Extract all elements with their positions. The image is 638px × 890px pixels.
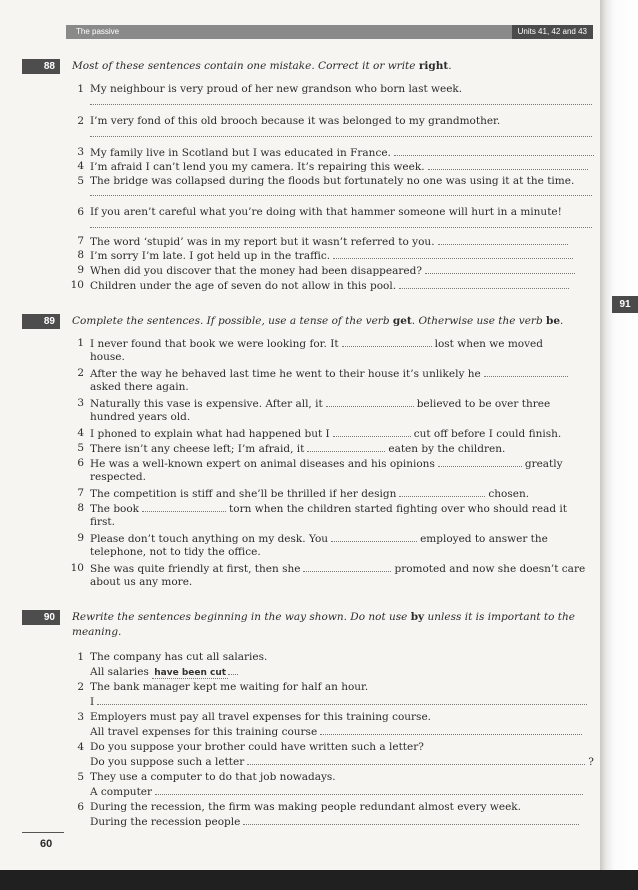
answer-blank[interactable] [228,664,238,675]
sentence-continuation: first. [90,516,115,528]
answer-blank[interactable] [438,234,568,245]
rewrite-line: All travel expenses for this training course [90,724,592,739]
answer-line[interactable] [90,135,592,137]
item-number: 3 [77,397,84,409]
item-number: 9 [77,264,84,276]
gap-blank[interactable] [333,426,411,437]
sentence-line: She was quite friendly at first, then she promoted and now she doesn’t care [90,563,586,575]
gap-blank[interactable] [142,501,226,512]
item-number: 6 [77,801,84,813]
answer-blank[interactable] [333,248,573,259]
answer-blank[interactable] [247,754,585,765]
sentence-text: When did you discover that the money had been disappeared? [90,265,422,277]
item-number: 1 [77,651,84,663]
item-number: 6 [77,206,84,218]
sentence-line: He was a well-known expert on animal diseases and his opinions greatly [90,458,563,470]
sentence-line: The competition is stiff and she’ll be thrilled if her design chosen. [90,488,530,500]
bottom-bar [0,870,638,890]
header-units: Units 41, 42 and 43 [512,25,593,39]
item-number: 2 [77,681,84,693]
gap-blank[interactable] [326,396,414,407]
side-tab-exercise-number: 91 [612,296,638,313]
sentence-line: Please don’t touch anything on my desk. You employed to answer the [90,533,548,545]
header-section-title: The passive [76,27,120,36]
answer-blank[interactable] [155,784,583,795]
answer-line[interactable] [90,226,592,228]
gap-blank[interactable] [303,561,391,572]
exercise-number-89: 89 [22,314,60,329]
sentence-text: The word ‘stupid’ was in my report but it wasn’t referred to you. [90,236,435,248]
exercise-90-instruction: Rewrite the sentences beginning in the way shown. Do not use by unless it is important to the meaning. [72,611,575,638]
source-sentence: During the recession, the firm was making people redundant almost every week. [90,801,521,813]
rewrite-line: Do you suppose such a letter ? [90,756,594,768]
source-sentence: The bank manager kept me waiting for half an hour. [90,681,369,693]
answer-blank[interactable] [425,263,575,274]
sentence-line [90,248,592,263]
answer-line[interactable] [90,103,592,105]
item-number: 10 [70,279,84,291]
item-number: 1 [77,83,84,95]
item-number: 2 [77,115,84,127]
answer-blank[interactable] [320,724,582,735]
sentence-text: If you aren’t careful what you’re doing with that hammer someone will hurt in a minute! [90,206,562,218]
sentence-text: I’m afraid I can’t lend you my camera. It’s repairing this week. [90,161,425,173]
item-number: 2 [77,367,84,379]
exercise-88-instruction: Most of these sentences contain one mistake. Correct it or write right. [72,60,452,72]
exercise-number-88: 88 [22,59,60,74]
answer-blank[interactable] [399,278,569,289]
sentence-text: I’m very fond of this old brooch because it was belonged to my grandmother. [90,115,501,127]
rewrite-line: During the recession people [90,814,592,829]
sentence-line [90,234,592,249]
page-number: 60 [40,838,53,850]
footer-rule [22,832,64,833]
gap-blank[interactable] [484,366,568,377]
sentence-line [90,159,592,174]
sentence-text: I’m sorry I’m late. I got held up in the traffic. [90,250,331,262]
sentence-continuation: telephone, not to tidy the office. [90,546,261,558]
sentence-line [90,263,592,278]
item-number: 9 [77,532,84,544]
exercise-number-90: 90 [22,610,60,625]
item-number: 4 [77,160,84,172]
sentence-text: My family live in Scotland but I was educated in France. [90,147,391,159]
answer-blank[interactable] [243,814,579,825]
gap-blank[interactable] [399,486,485,497]
sentence-continuation: hundred years old. [90,411,191,423]
sentence-text: Children under the age of seven do not allow in this pool. [90,280,397,292]
item-number: 8 [77,249,84,261]
source-sentence: Employers must pay all travel expenses for this training course. [90,711,431,723]
sentence-text: My neighbour is very proud of her new grandson who born last week. [90,83,463,95]
sentence-line [90,278,592,293]
sentence-continuation: respected. [90,471,146,483]
sentence-continuation: about us any more. [90,576,193,588]
sentence-text: The bridge was collapsed during the floods but fortunately no one was using it at the time. [90,175,575,187]
sentence-line: I never found that book we were looking for. It lost when we moved [90,338,543,350]
item-number: 5 [77,771,84,783]
item-number: 5 [77,175,84,187]
sentence-line [90,145,592,160]
page-edge-shadow [600,0,638,870]
rewrite-line: All salaries have been cut [90,664,592,680]
gap-blank[interactable] [307,441,385,452]
item-number: 10 [70,562,84,574]
answer-line[interactable] [90,194,592,196]
sentence-line: Naturally this vase is expensive. After all, it believed to be over three [90,398,551,410]
rewrite-line: I [90,694,592,709]
sentence-continuation: house. [90,351,125,363]
item-number: 1 [77,337,84,349]
item-number: 6 [77,457,84,469]
item-number: 3 [77,146,84,158]
answer-blank[interactable] [97,694,587,705]
exercise-89-instruction: Complete the sentences. If possible, use a tense of the verb get. Otherwise use the verb be. [72,315,564,327]
rewrite-line: A computer [90,784,592,799]
gap-blank[interactable] [342,336,432,347]
sentence-line: The book torn when the children started fighting over who should read it [90,503,568,515]
source-sentence: They use a computer to do that job nowadays. [90,771,336,783]
item-number: 4 [77,741,84,753]
sentence-continuation: asked there again. [90,381,189,393]
item-number: 8 [77,502,84,514]
answer-blank[interactable] [428,159,588,170]
item-number: 7 [77,487,84,499]
sentence-line: There isn’t any cheese left; I’m afraid, it eaten by the children. [90,443,506,455]
sample-answer: have been cut [154,668,227,678]
gap-blank[interactable] [438,456,522,467]
source-sentence: Do you suppose your brother could have written such a letter? [90,741,424,753]
item-number: 4 [77,427,84,439]
item-number: 5 [77,442,84,454]
sentence-line: I phoned to explain what had happened but I cut off before I could finish. [90,428,562,440]
sentence-line: After the way he behaved last time he went to their house it’s unlikely he [90,366,592,381]
item-number: 3 [77,711,84,723]
gap-blank[interactable] [331,531,417,542]
source-sentence: The company has cut all salaries. [90,651,268,663]
item-number: 7 [77,235,84,247]
answer-blank[interactable] [394,145,594,156]
